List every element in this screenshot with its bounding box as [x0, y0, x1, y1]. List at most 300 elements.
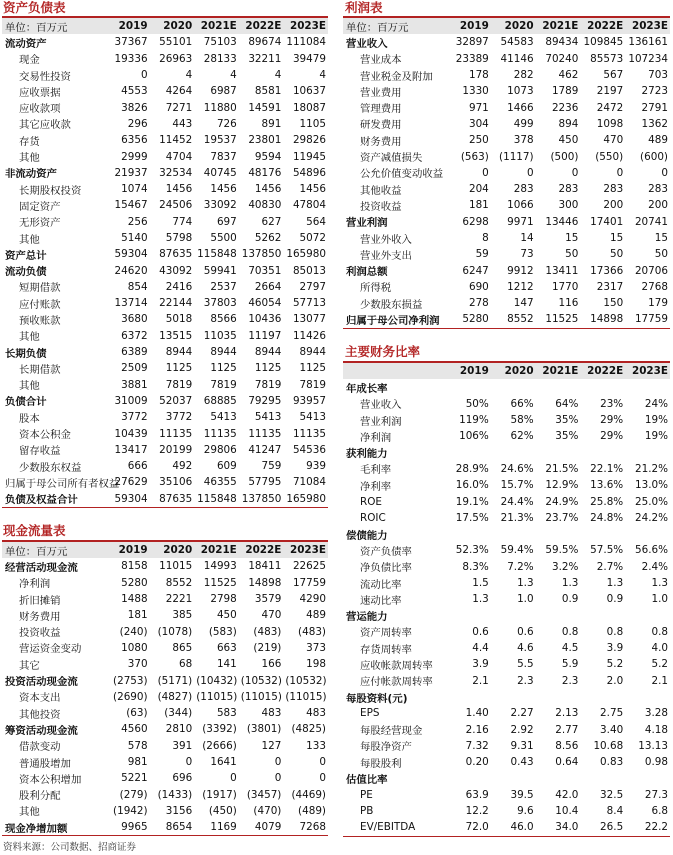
table-row	[2, 360, 328, 376]
row-value: 5.5	[517, 658, 534, 671]
row-value: 4.5	[561, 642, 579, 655]
row-value: (563)	[460, 150, 489, 163]
header-row	[2, 542, 328, 558]
row-value: 1456	[299, 183, 326, 196]
balance-sheet-table	[2, 16, 328, 508]
row-label: 其它	[19, 659, 40, 672]
row-value: 11135	[203, 427, 237, 440]
row-value: 450	[558, 134, 579, 147]
table-row	[2, 116, 328, 132]
row-value: 54583	[500, 36, 534, 49]
row-value: 59.5%	[545, 544, 579, 557]
row-label: PE	[360, 788, 373, 801]
ratios-title: 主要财务比率	[345, 344, 421, 359]
row-value: 8944	[254, 346, 282, 359]
row-value: 283	[513, 183, 534, 196]
row-value: 0.8	[651, 625, 668, 638]
row-value: 278	[468, 297, 489, 310]
row-value: 25.8%	[590, 495, 624, 508]
row-value: 31009	[114, 394, 148, 407]
row-value: 1.3	[606, 577, 624, 589]
table-row	[343, 722, 670, 738]
table-row	[343, 542, 670, 558]
table-row	[343, 412, 670, 428]
row-value: 10.68	[593, 739, 624, 752]
header-year: 2021E	[194, 542, 239, 558]
row-value: 8566	[210, 313, 237, 326]
row-value: 5018	[165, 313, 193, 326]
row-value: 141	[216, 658, 237, 671]
row-value: 19.1%	[455, 495, 489, 508]
row-value: 9965	[121, 821, 148, 834]
row-label: 净利润	[360, 431, 392, 444]
row-label: 营运能力	[346, 611, 388, 624]
table-row	[343, 99, 670, 115]
row-value: 19%	[644, 414, 668, 427]
row-value: 2723	[641, 85, 668, 98]
row-value: 1488	[121, 593, 148, 606]
row-value: 8.4	[606, 805, 624, 818]
row-value: 1.3	[561, 577, 579, 589]
header-unit	[343, 363, 446, 379]
row-value: 0.8	[561, 625, 579, 638]
row-value: 11452	[159, 134, 193, 147]
row-label: 固定资产	[19, 200, 61, 213]
row-value: 13411	[545, 264, 579, 277]
row-value: 0	[526, 166, 534, 179]
header-year: 2019	[446, 18, 491, 34]
row-value: 5262	[254, 232, 282, 244]
row-value: 1074	[121, 183, 148, 196]
row-value: 2.77	[555, 723, 579, 736]
row-value: 25.0%	[634, 495, 668, 508]
row-value: 21937	[114, 166, 148, 179]
row-value: 181	[468, 199, 489, 212]
row-value: 4553	[121, 85, 148, 98]
row-value: 52037	[159, 394, 193, 407]
row-value: 0	[616, 166, 624, 179]
row-value: 0	[230, 772, 237, 785]
table-row	[343, 493, 670, 509]
row-value: 13.13	[638, 739, 668, 752]
row-value: 29826	[292, 134, 326, 147]
row-label: 财务费用	[19, 610, 61, 623]
row-label: 应收票据	[19, 86, 61, 99]
row-value: 304	[468, 117, 489, 130]
row-value: 11135	[248, 427, 282, 440]
row-value: (1942)	[113, 804, 148, 817]
row-value: 5413	[299, 411, 326, 424]
row-value: 13515	[159, 329, 193, 342]
row-label: 每股资料(元)	[346, 692, 408, 705]
row-label: 净利率	[360, 480, 392, 493]
table-row	[2, 786, 328, 802]
row-value: 46355	[203, 476, 237, 489]
table-row	[343, 148, 670, 164]
row-value: 10439	[114, 427, 148, 440]
row-value: 4704	[165, 150, 193, 163]
row-value: 75103	[203, 36, 237, 49]
table-row	[343, 51, 670, 67]
row-value: 0.6	[472, 625, 489, 638]
row-value: (4827)	[157, 690, 193, 703]
row-value: (489)	[298, 804, 326, 817]
row-value: 178	[468, 69, 489, 82]
header-unit: 单位：百万元	[2, 542, 105, 558]
row-value: (240)	[119, 625, 148, 638]
row-value: 18411	[248, 560, 282, 573]
row-label: 应付帐款周转率	[360, 676, 433, 689]
row-value: 57.5%	[590, 544, 624, 557]
header-year: 2022E	[239, 18, 284, 34]
row-value: (10532)	[285, 674, 327, 687]
row-label: 营业成本	[360, 54, 402, 67]
row-value: 50	[654, 248, 668, 261]
row-value: 8944	[165, 346, 193, 359]
row-value: 2317	[596, 280, 624, 293]
row-value: 1641	[210, 756, 237, 768]
row-value: (3457)	[246, 788, 282, 801]
table-row	[2, 458, 328, 474]
row-label: 速动比率	[360, 594, 402, 607]
row-label: 营业税金及附加	[360, 70, 433, 83]
row-value: 165980	[286, 248, 326, 261]
row-value: 133	[306, 739, 326, 752]
row-label: 资本支出	[19, 692, 61, 705]
header-year: 2019	[446, 363, 491, 379]
row-value: 5221	[121, 772, 148, 785]
row-label: 所得税	[360, 282, 392, 295]
row-label: 流动资产	[5, 37, 47, 50]
row-value: 1.3	[472, 593, 489, 606]
row-value: 11525	[203, 576, 237, 589]
table-row	[343, 428, 670, 444]
row-value: 609	[216, 460, 237, 473]
row-value	[446, 607, 491, 623]
row-value: 939	[306, 460, 326, 473]
row-value: 774	[172, 215, 193, 228]
row-value: 483	[261, 707, 282, 720]
row-value	[536, 526, 581, 542]
row-label: EV/EBITDA	[360, 821, 416, 834]
table-row	[2, 214, 328, 230]
row-value: 15	[565, 232, 579, 244]
row-value: (219)	[253, 641, 282, 654]
row-value	[625, 379, 670, 395]
row-value: 2768	[641, 280, 668, 293]
row-value: 0.8	[606, 625, 624, 638]
row-value: 28133	[203, 52, 237, 65]
row-value: 85013	[292, 264, 326, 277]
row-value: 9594	[254, 150, 282, 163]
row-value: 9.31	[510, 739, 534, 752]
row-value: 1770	[551, 280, 579, 293]
row-value: 703	[648, 69, 668, 82]
row-value: 567	[603, 69, 624, 82]
row-value: 4	[230, 69, 237, 82]
table-row	[343, 526, 670, 542]
row-value: 15	[654, 232, 668, 244]
row-value: 14898	[248, 576, 282, 589]
table-row	[2, 295, 328, 311]
row-value: 2664	[254, 280, 282, 293]
row-value: 0	[661, 166, 668, 179]
table-row	[2, 311, 328, 327]
row-value: 35%	[555, 414, 579, 427]
row-value: 24%	[644, 397, 668, 410]
row-value: 0	[140, 69, 148, 82]
row-value: 107234	[628, 52, 668, 65]
table-row	[2, 754, 328, 770]
row-value	[446, 526, 491, 542]
row-value: 20741	[634, 215, 668, 228]
cashflow-table	[2, 540, 328, 836]
table-row	[343, 673, 670, 689]
row-value: 7268	[299, 821, 326, 834]
row-value	[491, 444, 536, 460]
row-value	[491, 607, 536, 623]
row-value: 5.2	[651, 658, 668, 671]
row-label: 资产总计	[5, 249, 47, 262]
row-value: 50	[609, 248, 624, 261]
row-value: 89674	[248, 36, 282, 49]
row-value: 50%	[465, 397, 489, 410]
table-row	[2, 425, 328, 441]
header-year: 2020	[491, 363, 536, 379]
table-row	[343, 510, 670, 526]
table-row	[2, 377, 328, 393]
row-value	[491, 689, 536, 705]
row-value: 46054	[248, 297, 282, 310]
row-value: 3826	[121, 101, 148, 114]
row-label: 管理费用	[360, 103, 402, 116]
row-label: 毛利率	[360, 464, 392, 477]
row-value: 6987	[210, 85, 237, 98]
table-row	[2, 491, 328, 507]
row-value: 9971	[507, 215, 534, 228]
balance-sheet-title: 资产负债表	[3, 0, 66, 15]
row-value: 2.1	[472, 674, 489, 687]
table-row	[343, 738, 670, 754]
row-value: (1917)	[202, 788, 237, 801]
row-value: 283	[558, 183, 579, 196]
row-value: 0	[571, 166, 579, 179]
row-value: 5798	[165, 232, 193, 244]
table-row	[343, 230, 670, 246]
row-value	[580, 689, 625, 705]
row-label: 资本公积增加	[19, 773, 82, 786]
row-value: 483	[306, 707, 326, 720]
row-value: (10432)	[196, 674, 238, 687]
row-value: 2197	[596, 85, 624, 98]
row-value: 499	[513, 117, 534, 130]
row-label: 营业收入	[360, 399, 402, 412]
row-value: 583	[216, 707, 237, 720]
row-value: 283	[648, 183, 668, 196]
header-year: 2019	[105, 18, 150, 34]
row-value: 59	[475, 248, 489, 261]
table-row	[2, 230, 328, 246]
row-value: 27629	[114, 476, 148, 489]
row-value: 6372	[121, 329, 148, 342]
row-value: 8	[482, 232, 489, 244]
row-value: 2.75	[600, 707, 624, 720]
row-label: 经营活动现金流	[5, 561, 78, 574]
table-row	[2, 442, 328, 458]
table-row	[2, 262, 328, 278]
row-value: 759	[261, 460, 282, 473]
row-label: 资产减值损失	[360, 152, 423, 165]
row-value: 11525	[545, 313, 579, 326]
header-year: 2023E	[283, 18, 328, 34]
row-value: 64%	[555, 397, 579, 410]
row-value: 19%	[644, 430, 668, 443]
table-row	[343, 67, 670, 83]
row-value: 2472	[596, 101, 624, 114]
table-row	[2, 83, 328, 99]
row-value	[536, 607, 581, 623]
row-value: (1117)	[499, 150, 534, 163]
table-row	[343, 83, 670, 99]
row-value: 8.56	[555, 739, 579, 752]
row-value: (3392)	[202, 723, 237, 736]
row-value: 1.40	[465, 707, 489, 720]
row-label: 筹资活动现金流	[5, 724, 78, 737]
row-value: 0.83	[600, 756, 624, 769]
row-value: 489	[648, 134, 668, 147]
row-value: 12.9%	[545, 479, 579, 492]
row-value	[446, 379, 491, 395]
row-value: 179	[648, 297, 668, 310]
row-value: 296	[127, 117, 148, 130]
row-value: (11015)	[285, 690, 327, 703]
row-value: 24.4%	[500, 495, 534, 508]
cashflow-title: 现金流量表	[3, 523, 66, 538]
row-value: 5413	[210, 411, 237, 424]
row-value: 19336	[114, 52, 148, 65]
table-row	[343, 803, 670, 819]
row-label: 短期借款	[19, 282, 61, 295]
row-value: 181	[127, 609, 148, 622]
row-value: 8552	[507, 313, 534, 326]
row-value: 166	[261, 658, 282, 671]
row-value: 68	[178, 658, 193, 671]
row-value: 282	[513, 69, 534, 82]
row-value: 4560	[121, 723, 148, 736]
row-value: (2753)	[113, 674, 148, 687]
row-value: 24.9%	[545, 495, 579, 508]
row-value: 696	[172, 772, 193, 785]
row-value: 109845	[583, 36, 624, 49]
row-value: 4	[319, 69, 326, 82]
row-value	[536, 689, 581, 705]
row-value: 0.64	[555, 756, 579, 769]
row-value: 15467	[114, 199, 148, 212]
row-label: 少数股东损益	[360, 298, 423, 311]
row-value: 3680	[121, 313, 148, 326]
row-label: 其他	[19, 806, 40, 819]
row-value: 981	[127, 756, 148, 768]
row-label: 预收账款	[19, 314, 61, 327]
row-value: 32897	[455, 36, 489, 49]
row-value: 2.92	[510, 723, 534, 736]
row-value: 0.43	[510, 756, 534, 769]
row-value: 14	[520, 232, 534, 244]
row-value: 58%	[510, 414, 534, 427]
table-row	[2, 738, 328, 754]
row-value: (583)	[208, 625, 237, 638]
row-value: 50	[565, 248, 579, 261]
row-value: 116	[558, 297, 579, 310]
row-value: 72.0	[465, 821, 489, 834]
table-row	[343, 116, 670, 132]
row-label: 长期借款	[19, 363, 61, 376]
row-value: 3.28	[644, 707, 668, 720]
row-value: 10637	[292, 85, 326, 98]
row-value: 4	[185, 69, 193, 82]
row-value: 41247	[248, 443, 282, 456]
row-value: 2221	[165, 593, 193, 606]
row-value: 40830	[248, 199, 282, 212]
row-label: 存货周转率	[360, 643, 412, 656]
row-value: 54896	[292, 166, 326, 179]
row-value: 8158	[121, 560, 148, 573]
row-value: 4.18	[644, 723, 668, 736]
row-value: 2.16	[465, 723, 489, 736]
table-row	[343, 705, 670, 721]
row-value: 29806	[203, 443, 237, 456]
table-row	[343, 262, 670, 278]
row-label: 其他收益	[360, 184, 402, 197]
row-value: 23389	[455, 52, 489, 65]
row-value: 3156	[165, 804, 193, 817]
header-year: 2023E	[625, 363, 670, 379]
row-value: 370	[127, 658, 148, 671]
row-value: 43092	[159, 264, 193, 277]
row-value: 37367	[114, 36, 148, 49]
row-value: 23%	[600, 397, 624, 410]
table-row	[2, 34, 328, 50]
row-value: 2.4%	[641, 560, 668, 573]
row-value: 27.3	[644, 788, 668, 801]
row-value: 59.4%	[500, 544, 534, 557]
source-footnote: 资料来源：公司数据、招商证券	[3, 842, 137, 853]
row-label: 年成长率	[346, 382, 388, 395]
row-value: 66%	[510, 397, 534, 410]
row-value: 87635	[159, 492, 193, 505]
row-value: 21.5%	[545, 462, 579, 475]
row-label: 其他	[19, 331, 40, 344]
header-unit: 单位：百万元	[2, 18, 105, 34]
row-label: 营业收入	[346, 37, 388, 50]
table-row	[2, 51, 328, 67]
row-value	[536, 444, 581, 460]
row-value: 28.9%	[455, 462, 489, 475]
row-value: (500)	[550, 150, 579, 163]
row-value: (11015)	[196, 690, 238, 703]
row-value: 470	[261, 609, 282, 622]
row-value: 15.7%	[500, 479, 534, 492]
row-value	[625, 689, 670, 705]
row-value: 137850	[241, 492, 282, 505]
row-value: 11035	[203, 329, 237, 342]
row-value: (4825)	[291, 723, 326, 736]
table-row	[343, 181, 670, 197]
table-row	[343, 787, 670, 803]
row-value: 21.2%	[634, 462, 668, 475]
row-value: 54536	[292, 443, 326, 456]
row-value: 85573	[590, 52, 624, 65]
